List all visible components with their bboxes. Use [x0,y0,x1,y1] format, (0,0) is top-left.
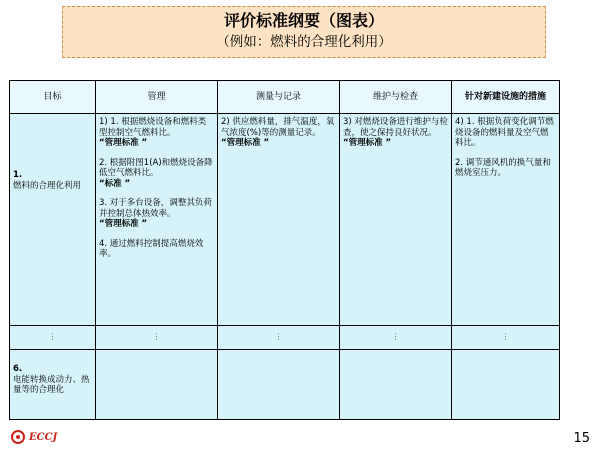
ellipsis-row [10,326,560,350]
ellipsis: ⋮ [452,326,560,350]
header-measurement: 测量与记录 [218,81,340,114]
empty-cell [452,350,560,420]
list-item [99,198,214,230]
header-maintenance: 维护与检查 [340,81,452,114]
item-text: 3. 对于多台设备，调整其负荷并控制总体热效率。 [99,198,212,219]
empty-cell [218,350,340,420]
item-text: 2) 供应燃料量，排气温度，氧气浓度(%)等的测量记录。 [221,117,335,138]
item-text: 3) 对燃烧设备进行维护与检查，使之保持良好状况。 [343,117,448,138]
new-facilities-cell [452,114,560,326]
standard-label: “标准 ” [99,178,131,189]
goal-cell [10,350,96,420]
table-row [10,114,560,326]
list-item [99,117,214,149]
standard-label: “管理标准 ” [99,138,148,148]
header-new-facilities: 针对新建设施的措施 [452,81,560,114]
criteria-table [9,80,560,420]
standard-label: “管理标准 ” [343,138,392,148]
ellipsis: ⋮ [218,326,340,350]
list-item [99,239,214,260]
ellipsis: ⋮ [96,326,218,350]
measurement-cell [218,114,340,326]
page-number: 15 [573,431,590,446]
empty-cell [96,350,218,420]
table-header-row [10,81,560,114]
management-cell [96,114,218,326]
ellipsis: ⋮ [340,326,452,350]
ellipsis: ⋮ [10,326,96,350]
slide-title: 评价标准纲要（图表） [223,11,384,30]
header-goal: 目标 [10,81,96,114]
goal-text: 电能转换成动力、热量等的合理化 [13,374,90,395]
empty-cell [340,350,452,420]
eccj-logo [11,430,57,444]
maintenance-cell [340,114,452,326]
standard-label: “管理标准 ” [221,138,270,148]
goal-number: 1. [13,170,23,180]
standard-label: “管理标准 ” [99,219,148,229]
slide-subtitle: （例如：燃料的合理化利用） [216,34,392,50]
goal-text: 燃料的合理化利用 [13,180,82,191]
item-text: 2. 根据附图1(A)和燃烧设备降低空气燃料比。 [99,157,213,178]
list-item [99,158,214,190]
header-management: 管理 [96,81,218,114]
eccj-logo-icon [11,430,25,444]
item-text: 4) 1. 根据负荷变化调节燃烧设备的燃料量及空气燃料比。 [455,117,554,148]
title-box [62,6,546,58]
table-row [10,350,560,420]
logo-text: ECCJ [29,431,58,443]
item-text: 4. 通过燃料控制提高燃烧效率。 [99,238,204,259]
goal-number: 6. [13,364,23,374]
item-text: 1) 1. 根据燃烧设备和燃料类型控制空气燃料比。 [99,117,207,138]
goal-cell [10,114,96,326]
item-text: 2. 调节通风机的换气量和燃烧室压力。 [455,157,551,178]
